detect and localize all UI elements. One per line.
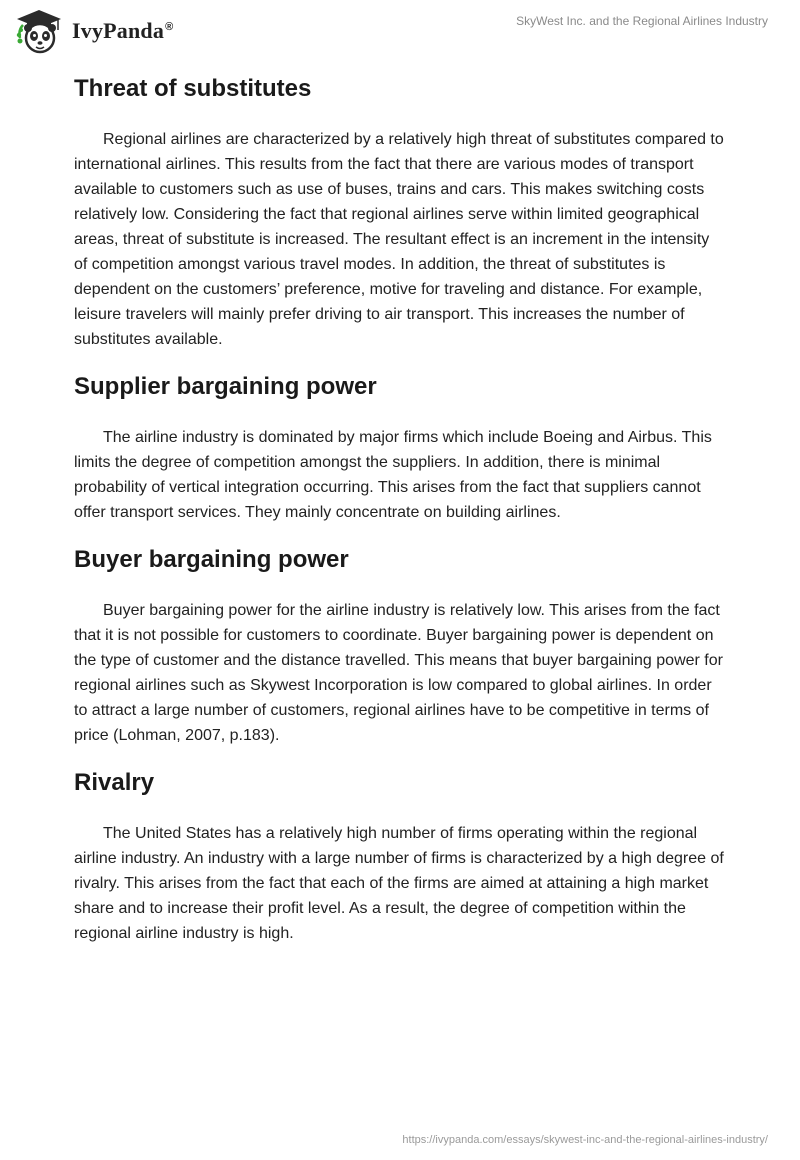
section-paragraph: The United States has a relatively high number of firms operating within the regional airline industry. An industry with a large number of firms is characterized by a high degree of rivalry. This arises from the fact that each of the firms are aimed at attaining a high market share and to increase their profit level. As a result, the degree of competition within the regional airline industry is high. <box>74 825 724 942</box>
source-url-link[interactable]: https://ivypanda.com/essays/skywest-inc-and-the-regional-airlines-industry/ <box>402 1134 768 1146</box>
panda-logo-icon <box>14 8 64 54</box>
section-rivalry <box>74 766 726 946</box>
section-paragraph: The airline industry is dominated by major firms which include Boeing and Airbus. This limits the degree of competition amongst the suppliers. In addition, there is minimal probability of vertical integration occurring. This arises from the fact that suppliers cannot offer transport services. They mainly concentrate on building airlines. <box>74 429 712 521</box>
section-threat-of-substitutes <box>74 72 726 352</box>
section-paragraph: Regional airlines are characterized by a relatively high threat of substitutes compared to international airlines. This results from the fact that there are various modes of transport available to customers such as use of buses, trains and cars. This makes switching costs relatively low. Considering the fact that regional airlines serve within limited geographical areas, threat of substitute is increased. The resultant effect is an increment in the intensity of competition amongst various travel modes. In addition, the threat of substitutes is dependent on the customers’ preference, motive for traveling and distance. For example, leisure travelers will mainly prefer driving to air transport. This increases the number of substitutes available. <box>74 131 724 348</box>
essay-content <box>74 72 726 946</box>
section-heading: Rivalry <box>74 769 155 796</box>
brand-logo[interactable] <box>14 8 173 54</box>
section-supplier-bargaining-power <box>74 370 726 525</box>
page-header <box>0 0 800 64</box>
document-title: SkyWest Inc. and the Regional Airlines Industry <box>516 14 768 28</box>
section-paragraph: Buyer bargaining power for the airline industry is relatively low. This arises from the fact that it is not possible for customers to coordinate. Buyer bargaining power is dependent on the type of customer and the distance travelled. This means that buyer bargaining power for regional airlines such as Skywest Incorporation is low compared to global airlines. In order to attract a large number of customers, regional airlines have to be competitive in terms of price (Lohman, 2007, p.183). <box>74 602 723 744</box>
section-heading: Buyer bargaining power <box>74 546 349 573</box>
section-heading: Threat of substitutes <box>74 75 312 102</box>
section-heading: Supplier bargaining power <box>74 373 377 400</box>
brand-name: IvyPanda® <box>72 18 174 43</box>
section-buyer-bargaining-power <box>74 543 726 748</box>
